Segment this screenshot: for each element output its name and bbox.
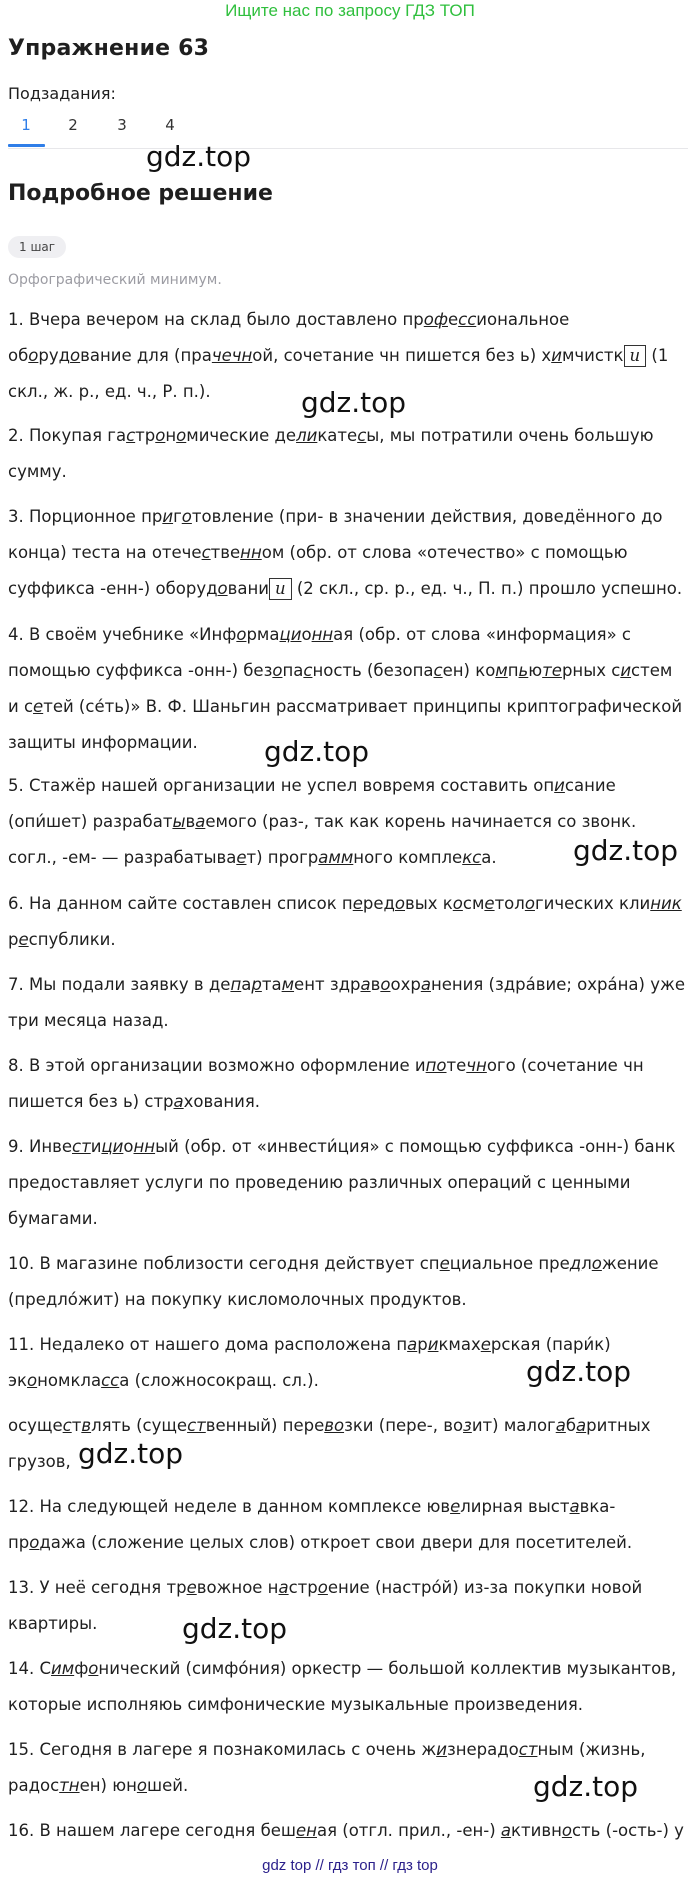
item-13: 13. У неё сегодня тревожное настроение (настро́й) из-за покупки новой квартиры. — [8, 1578, 643, 1633]
tab-1[interactable]: 1 — [21, 116, 31, 134]
watermark: gdz.top — [301, 386, 407, 419]
item-11-cont: осуществлять (существенный) перевозки (пере-, возит) малогабаритных грузов, — [8, 1416, 651, 1471]
tab-3[interactable]: 3 — [117, 116, 127, 134]
watermark: gdz.top — [264, 735, 370, 768]
answer-box: и — [269, 578, 292, 600]
watermark: gdz.top — [182, 1612, 288, 1645]
answer-box: и — [624, 345, 647, 367]
item-1: 1. Вчера вечером на склад было доставлено профессиональное оборудование для (прачечной, сочетание чн пишется без ь) химчистк и (1 скл., ж. р., ед. ч., Р. п.). — [8, 310, 669, 401]
watermark: gdz.top — [533, 1770, 639, 1803]
item-11: 11. Недалеко от нашего дома расположена парикмахерская (пари́к) экономкласса (сложносокращ. сл.). — [8, 1335, 611, 1390]
watermark: gdz.top — [573, 834, 679, 867]
item-3: 3. Порционное приготовление (при- в значении действия, доведённого до конца) теста на отечественном (обр. от слова «отечество» с помощью суффикса -енн-) оборудовани и (2 скл., ср. р., ед. ч., П. п.) прошло успешно. — [8, 507, 683, 598]
promo-banner[interactable]: Ищите нас по запросу ГДЗ ТОП — [225, 1, 475, 20]
item-14: 14. Симфонический (симфо́ния) оркестр — большой коллектив музыкантов, которые исполняюь симфонические музыкальные произведения. — [8, 1659, 677, 1714]
item-6: 6. На данном сайте составлен список передовых косметологических клиник республики. — [8, 894, 682, 949]
item-2: 2. Покупая гастрономические деликатесы, мы потратили очень большую сумму. — [8, 426, 654, 481]
watermark: gdz.top — [526, 1355, 632, 1388]
item-8: 8. В этой организации возможно оформление ипотечного (сочетание чн пишется без ь) страхования. — [8, 1056, 644, 1111]
item-7: 7. Мы подали заявку в департамент здравоохранения (здра́вие; охра́на) уже три месяца назад. — [8, 975, 685, 1030]
item-4: 4. В своём учебнике «Информационная (обр. от слова «информация» с помощью суффикса -онн-) безопасность (безопасен) компьютерных систем и сетей (се́ть)» В. Ф. Шаньгин рассматривает принципы криптографической защиты информации. — [8, 625, 683, 752]
page-title: Упражнение 63 — [8, 36, 210, 61]
item-15: 15. Сегодня в лагере я познакомилась с очень жизнерадостным (жизнь, радостнен) юношей. — [8, 1740, 646, 1795]
watermark: gdz.top — [146, 140, 252, 173]
section-title: Подробное решение — [8, 181, 273, 206]
ortho-heading: Орфографический минимум. — [8, 272, 222, 288]
tab-active-indicator — [8, 144, 45, 147]
item-16: 16. В нашем лагере сегодня бешеная (отгл. прил., -ен-) активность (-ость-) у — [8, 1821, 684, 1840]
item-10: 10. В магазине поблизости сегодня действует специальное предложение (предло́жит) на покупку кисломолочных продуктов. — [8, 1254, 659, 1309]
item-9: 9. Инвестиционный (обр. от «инвести́ция» с помощью суффикса -онн-) банк предоставляет услуги по проведению различных операций с ценными бумагами. — [8, 1137, 676, 1228]
footer-links[interactable]: gdz top // гдз топ // гдз top — [262, 1857, 438, 1874]
tab-4[interactable]: 4 — [165, 116, 175, 134]
item-5: 5. Стажёр нашей организации не успел вовремя составить описание (опи́шет) разрабатываемого (раз-, так как корень начинается со звонк. согл., -ем- — разрабатывает) программного комплекса. — [8, 776, 637, 867]
watermark: gdz.top — [78, 1437, 184, 1470]
item-12: 12. На следующей неделе в данном комплексе ювелирная выставка-продажа (сложение целых слов) откроет свои двери для посетителей. — [8, 1497, 633, 1552]
subtasks-label: Подзадания: — [8, 84, 116, 103]
tab-2[interactable]: 2 — [68, 116, 78, 134]
subtask-tabs — [8, 110, 688, 149]
step-badge: 1 шаг — [8, 236, 66, 258]
